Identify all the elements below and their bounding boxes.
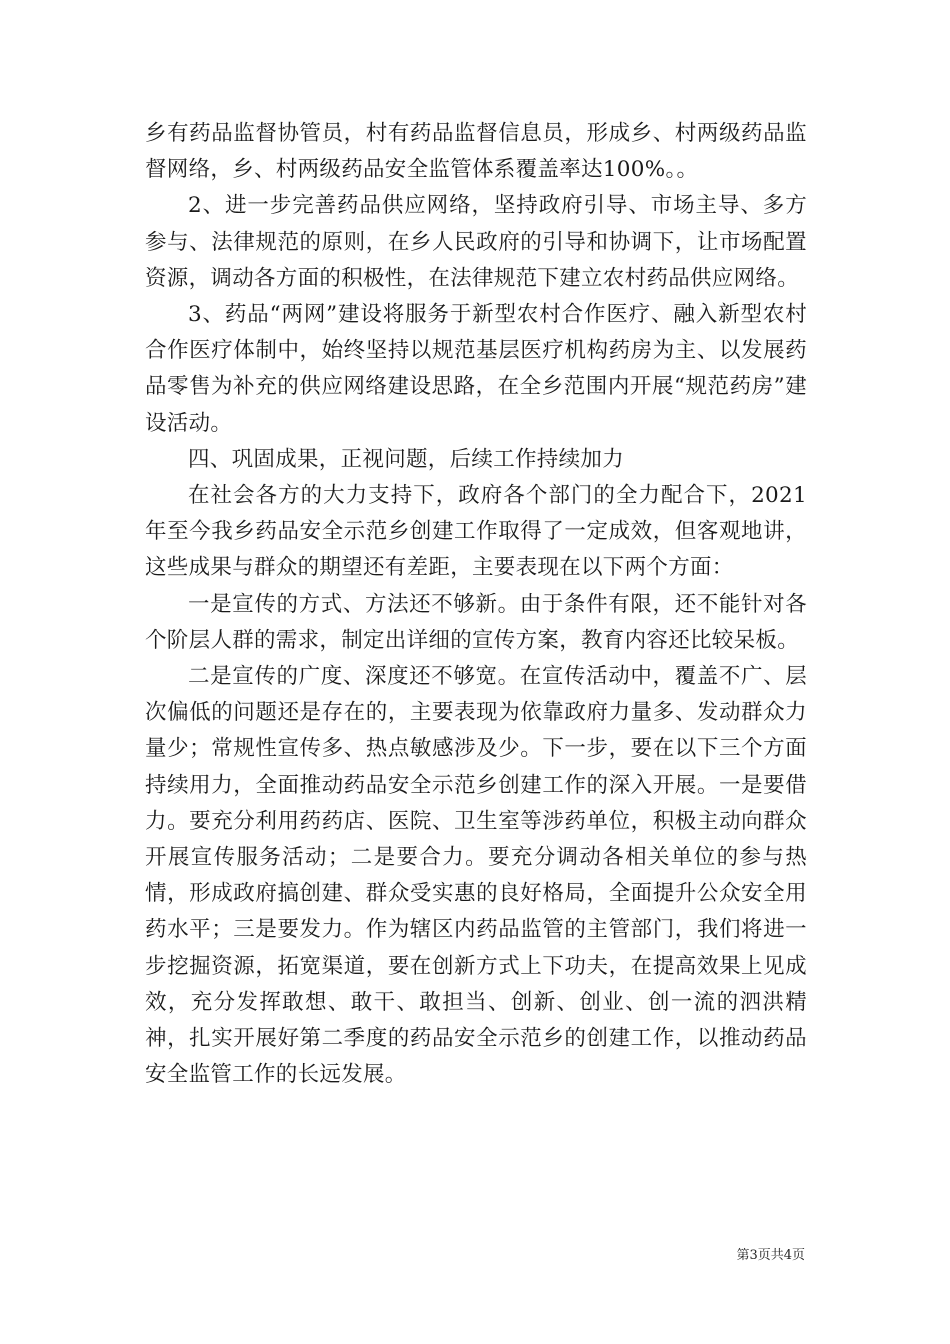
document-body <box>145 116 807 1093</box>
paragraph-7: 二是宣传的广度、深度还不够宽。在宣传活动中，覆盖不广、层次偏低的问题还是存在的，主要表现为依靠政府力量多、发动群众力量少；常规性宣传多、热点敏感涉及少。下一步，要在以下三个方面持续用力，全面推动药品安全示范乡创建工作的深入开展。一是要借力。要充分利用药药店、医院、卫生室等涉药单位，积极主动向群众开展宣传服务活动；二是要合力。要充分调动各相关单位的参与热情，形成政府搞创建、群众受实惠的良好格局，全面提升公众安全用药水平；三是要发力。作为辖区内药品监管的主管部门，我们将进一步挖掘资源，拓宽渠道，要在创新方式上下功夫，在提高效果上见成效，充分发挥敢想、敢干、敢担当、创新、创业、创一流的泗洪精神，扎实开展好第二季度的药品安全示范乡的创建工作，以推动药品安全监管工作的长远发展。 <box>145 664 807 1088</box>
paragraph-3: 3、药品“两网”建设将服务于新型农村合作医疗、融入新型农村合作医疗体制中，始终坚持以规范基层医疗机构药房为主、以发展药品零售为补充的供应网络建设思路，在全乡范围内开展“规范药房”建设活动。 <box>145 302 807 436</box>
paragraph-6: 一是宣传的方式、方法还不够新。由于条件有限，还不能针对各个阶层人群的需求，制定出详细的宣传方案，教育内容还比较呆板。 <box>145 591 807 653</box>
section-heading-4: 四、巩固成果，正视问题，后续工作持续加力 <box>188 446 625 472</box>
paragraph-2: 2、进一步完善药品供应网络，坚持政府引导、市场主导、多方参与、法律规范的原则，在乡人民政府的引导和协调下，让市场配置资源，调动各方面的积极性，在法律规范下建立农村药品供应网络。 <box>145 193 807 291</box>
paragraph-5: 在社会各方的大力支持下，政府各个部门的全力配合下，2021年至今我乡药品安全示范乡创建工作取得了一定成效，但客观地讲，这些成果与群众的期望还有差距，主要表现在以下两个方面： <box>145 483 807 581</box>
page-number: 第3页共4页 <box>736 1248 805 1263</box>
paragraph-1: 乡有药品监督协管员，村有药品监督信息员，形成乡、村两级药品监督网络，乡、村两级药品安全监管体系覆盖率达100%。。 <box>145 121 807 183</box>
